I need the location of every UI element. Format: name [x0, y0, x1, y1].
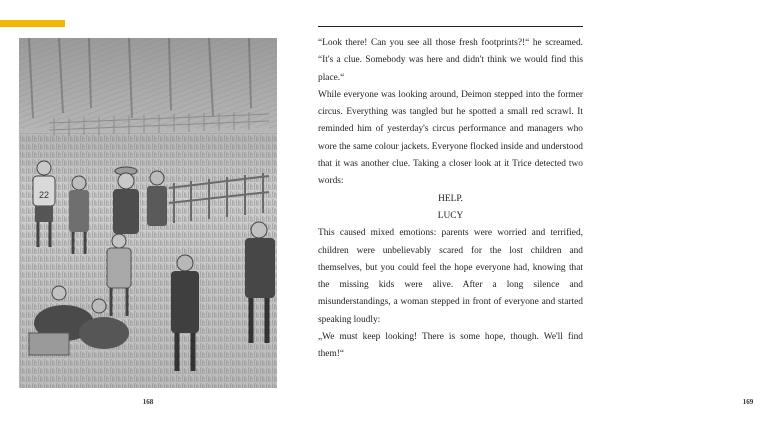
svg-text:22: 22: [38, 190, 50, 200]
paragraph-1: “Look there! Can you see all those fresh footprints?!“ he screamed. “It's a clue. Somebody was here and didn't think we would find this place.“: [318, 38, 583, 83]
page-number-left: 168: [142, 398, 154, 406]
paragraph-4: „We must keep looking! There is some hope, though. We'll find them!“: [318, 332, 583, 360]
right-page: [300, 0, 754, 424]
top-rule: [318, 26, 583, 27]
pencil-illustration: [19, 38, 277, 388]
left-page: [0, 0, 300, 424]
paragraph-2: While everyone was looking around, Deimon stepped into the former circus. Everything was tangled but he spotted a small red scrawl. It reminded him of yesterday's circus performance and managers who wore the same colour jackets. Everyone flocked inside and understood that it was another clue. Taking a closer look at it Trice detected two words:: [318, 89, 583, 187]
clue-word-help: HELP.: [438, 193, 463, 204]
paragraph-3: This caused mixed emotions: parents were worried and terrified, children were unbelievably scared for the lost children and themselves, but you could feel the hope everyone had, knowing that the missing kids were alive. After a long silence and misunderstandings, a woman stepped in front of everyone and started speaking loudly:: [318, 228, 583, 325]
story-text: [318, 35, 583, 364]
woman-2: [147, 171, 167, 226]
page-number-right: 169: [742, 398, 754, 406]
illustration-drawing: [19, 38, 277, 388]
clue-word-lucy: LUCY: [437, 210, 464, 221]
